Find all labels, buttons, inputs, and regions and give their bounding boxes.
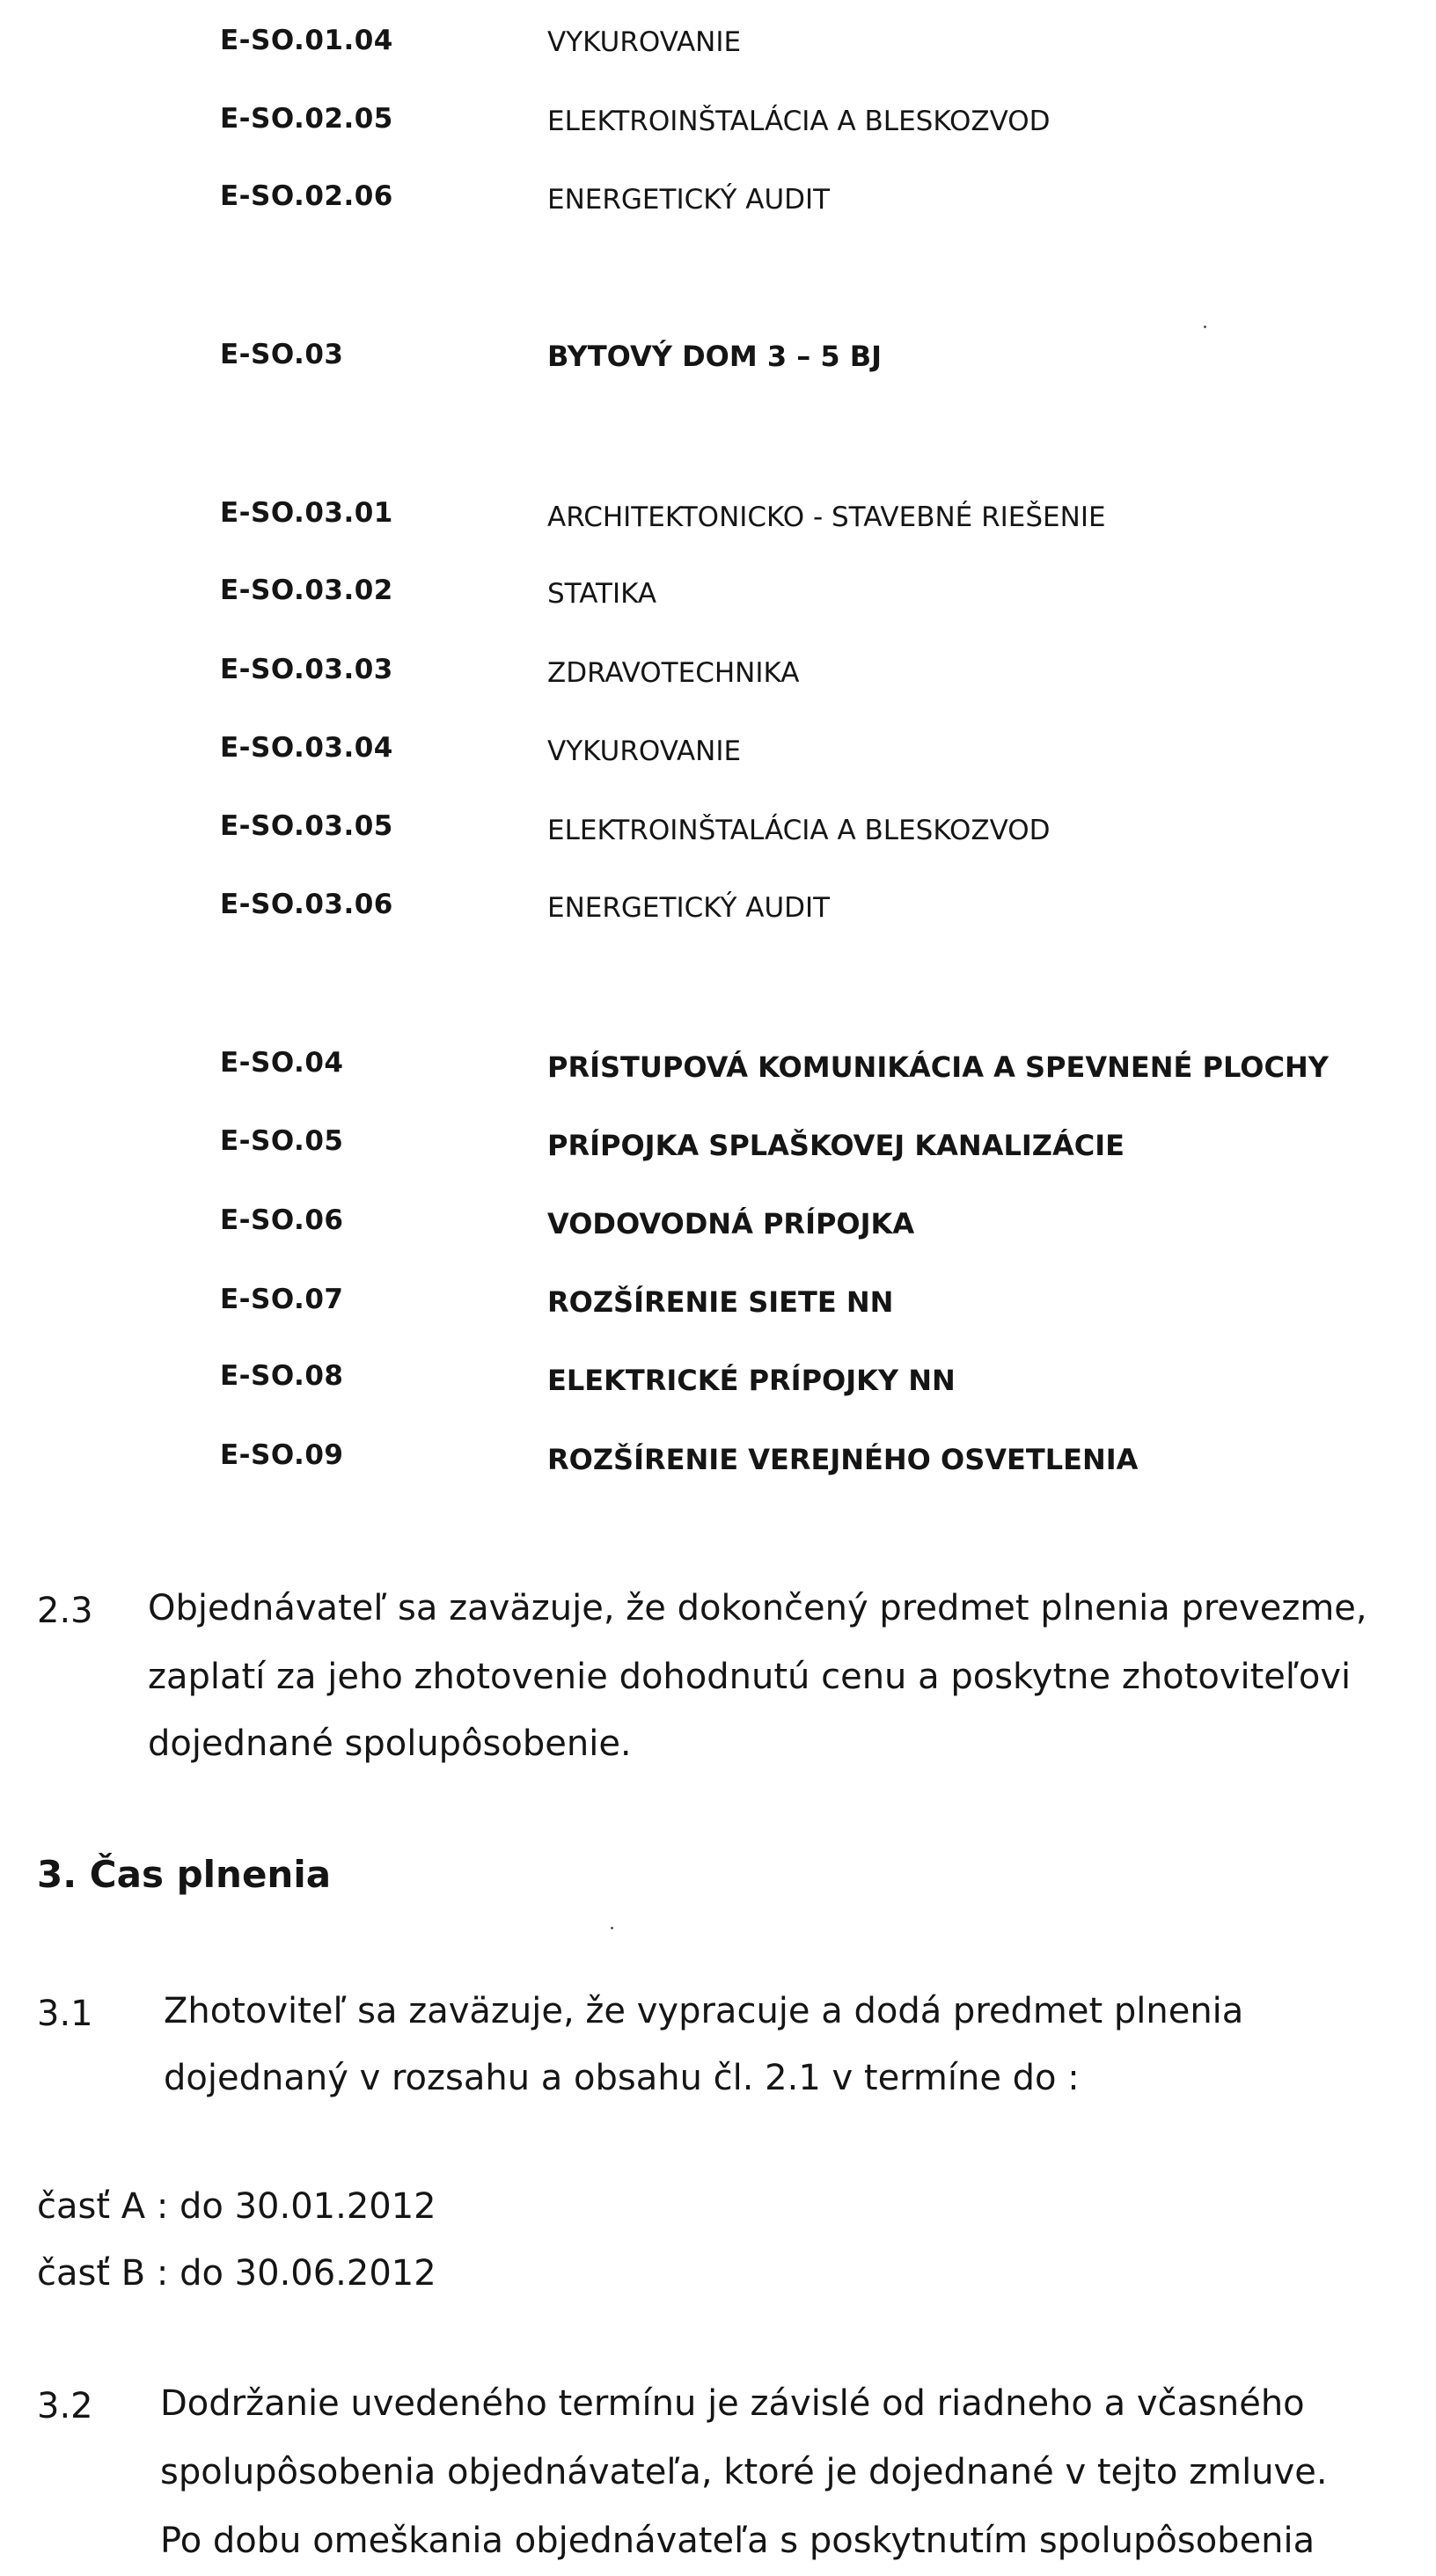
item-title: ENERGETICKÝ AUDIT — [547, 892, 831, 924]
item-title: ROZŠÍRENIE SIETE NN — [547, 1285, 894, 1319]
item-title: ELEKTROINŠTALÁCIA A BLESKOZVOD — [547, 106, 1051, 137]
item-title: PRÍSTUPOVÁ KOMUNIKÁCIA A SPEVNENÉ PLOCHY — [547, 1050, 1329, 1084]
paragraph-line: Objednávateľ sa zaväzuje, že dokončený predmet plnenia prevezme, — [148, 1588, 1367, 1628]
item-title: VYKUROVANIE — [547, 26, 742, 58]
item-code: E-SO.03.05 — [220, 810, 393, 842]
paragraph-number: 3.2 — [37, 2386, 93, 2426]
item-code: E-SO.08 — [220, 1360, 344, 1392]
paragraph-line: Po dobu omeškania objednávateľa s poskytnutím spolupôsobenia — [160, 2521, 1315, 2561]
item-title: STATIKA — [547, 578, 657, 610]
paragraph-line: spolupôsobenia objednávateľa, ktoré je dojednané v tejto zmluve. — [160, 2452, 1328, 2492]
item-code: E-SO.03 — [220, 339, 344, 370]
item-code: E-SO.03.03 — [220, 654, 393, 685]
item-title: ENERGETICKÝ AUDIT — [547, 184, 831, 216]
section-heading: 3. Čas plnenia — [37, 1853, 332, 1896]
item-title: ELEKTROINŠTALÁCIA A BLESKOZVOD — [547, 815, 1051, 846]
item-code: E-SO.09 — [220, 1439, 344, 1471]
paragraph-number: 3.1 — [37, 1994, 93, 2034]
item-code: E-SO.05 — [220, 1125, 344, 1157]
item-title: BYTOVÝ DOM 3 – 5 BJ — [547, 340, 883, 373]
item-code: E-SO.03.02 — [220, 574, 393, 606]
item-title: PRÍPOJKA SPLAŠKOVEJ KANALIZÁCIE — [547, 1129, 1125, 1162]
item-title: VYKUROVANIE — [547, 735, 742, 767]
deadline-item: časť B : do 30.06.2012 — [37, 2253, 436, 2294]
paragraph-line: Zhotoviteľ sa zaväzuje, že vypracuje a dodá predmet plnenia — [164, 1991, 1244, 2031]
scan-speck — [611, 1927, 613, 1929]
item-title: ELEKTRICKÉ PRÍPOJKY NN — [547, 1364, 956, 1397]
item-code: E-SO.02.05 — [220, 103, 393, 135]
item-title: VODOVODNÁ PRÍPOJKA — [547, 1207, 915, 1240]
scan-speck — [1204, 326, 1206, 328]
item-title: ZDRAVOTECHNIKA — [547, 657, 800, 689]
paragraph-line: zaplatí za jeho zhotovenie dohodnutú cenu a poskytne zhotoviteľovi — [148, 1657, 1352, 1697]
item-code: E-SO.06 — [220, 1204, 344, 1236]
item-code: E-SO.03.01 — [220, 497, 393, 529]
item-code: E-SO.01.04 — [220, 25, 393, 56]
item-title: ARCHITEKTONICKO - STAVEBNÉ RIEŠENIE — [547, 501, 1106, 533]
paragraph-line: dojednané spolupôsobenie. — [148, 1723, 632, 1764]
paragraph-line: Dodržanie uvedeného termínu je závislé od riadneho a včasného — [160, 2383, 1305, 2424]
paragraph-line: dojednaný v rozsahu a obsahu čl. 2.1 v termíne do : — [164, 2058, 1080, 2098]
paragraph-number: 2.3 — [37, 1591, 93, 1631]
item-code: E-SO.07 — [220, 1284, 344, 1315]
item-code: E-SO.04 — [220, 1047, 344, 1079]
deadline-item: časť A : do 30.01.2012 — [37, 2186, 436, 2227]
item-code: E-SO.02.06 — [220, 180, 393, 212]
item-code: E-SO.03.06 — [220, 889, 393, 920]
item-title: ROZŠÍRENIE VEREJNÉHO OSVETLENIA — [547, 1443, 1139, 1476]
item-code: E-SO.03.04 — [220, 732, 393, 764]
